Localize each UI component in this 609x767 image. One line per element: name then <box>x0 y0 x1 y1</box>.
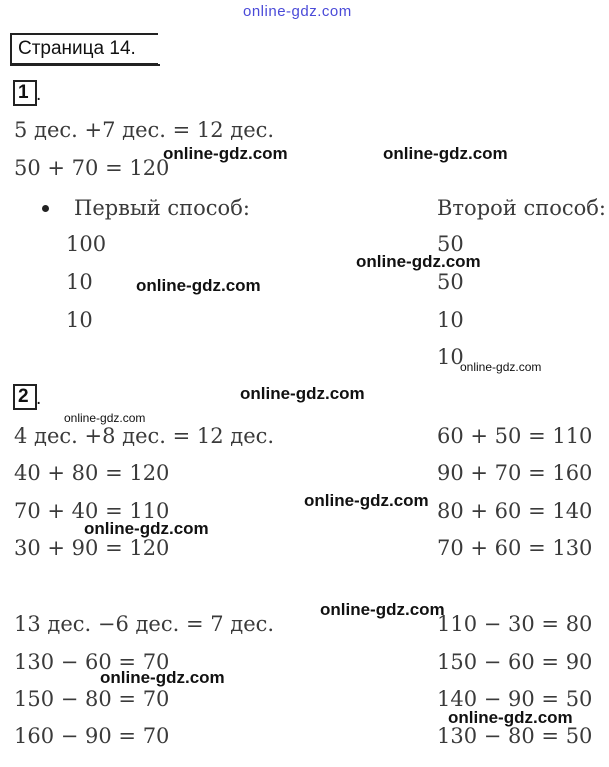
watermark: online-gdz.com <box>356 252 481 271</box>
task-2-number: 2 <box>13 384 37 410</box>
task-2-number-dot: . <box>36 388 42 409</box>
task-1-line-1: 5 дес. +7 дес. = 12 дес. <box>14 118 275 142</box>
task-1-number: 1 <box>13 80 37 106</box>
task-1-number-dot: . <box>36 84 42 105</box>
watermark-small: online-gdz.com <box>460 360 542 374</box>
watermark: online-gdz.com <box>383 144 508 163</box>
watermark: online-gdz.com <box>100 668 225 687</box>
task-2-right-line: 110 − 30 = 80 <box>437 612 593 636</box>
task-2-right-line: 70 + 60 = 130 <box>437 536 593 560</box>
watermark: online-gdz.com <box>240 384 365 403</box>
task-2-left-line: 130 − 60 = 70 <box>14 650 170 674</box>
watermark: online-gdz.com <box>84 519 209 538</box>
watermark: online-gdz.com <box>304 491 429 510</box>
task-2-right-line: 150 − 60 = 90 <box>437 650 593 674</box>
task-2-left-line: 30 + 90 = 120 <box>14 536 170 560</box>
task-2-right-line: 80 + 60 = 140 <box>437 499 593 523</box>
watermark: online-gdz.com <box>320 600 445 619</box>
watermark: online-gdz.com <box>448 708 573 727</box>
method-2-value: 50 <box>437 232 464 256</box>
top-watermark: online-gdz.com <box>243 3 352 20</box>
page-title-dot: . <box>130 38 136 59</box>
task-2-right-line: 90 + 70 = 160 <box>437 461 593 485</box>
task-2-left-line: 150 − 80 = 70 <box>14 687 170 711</box>
page-title-underline <box>10 64 160 66</box>
task-2-left-line: 160 − 90 = 70 <box>14 724 170 748</box>
method-2-value: 10 <box>437 345 464 369</box>
method-1-value: 100 <box>66 232 107 256</box>
page-title-text: Страница 14 <box>18 38 131 59</box>
task-2-right-line: 60 + 50 = 110 <box>437 424 593 448</box>
method-2-value: 50 <box>437 270 464 294</box>
watermark: online-gdz.com <box>136 276 261 295</box>
task-2-left-line: 13 дес. −6 дес. = 7 дес. <box>14 612 275 636</box>
task-2-left-line: 70 + 40 = 110 <box>14 499 170 523</box>
task-2-right-line: 130 − 80 = 50 <box>437 724 593 748</box>
task-2-right-line: 140 − 90 = 50 <box>437 687 593 711</box>
bullet-icon <box>42 205 49 212</box>
watermark: online-gdz.com <box>163 144 288 163</box>
task-1-line-2: 50 + 70 = 120 <box>14 156 170 180</box>
method-2-label: Второй способ: <box>437 196 606 220</box>
method-1-label: Первый способ: <box>74 196 250 220</box>
task-2-left-line: 4 дес. +8 дес. = 12 дес. <box>14 424 275 448</box>
page-title <box>10 33 158 65</box>
method-1-value: 10 <box>66 308 93 332</box>
watermark-small: online-gdz.com <box>64 411 146 425</box>
method-2-value: 10 <box>437 308 464 332</box>
task-2-left-line: 40 + 80 = 120 <box>14 461 170 485</box>
method-1-value: 10 <box>66 270 93 294</box>
